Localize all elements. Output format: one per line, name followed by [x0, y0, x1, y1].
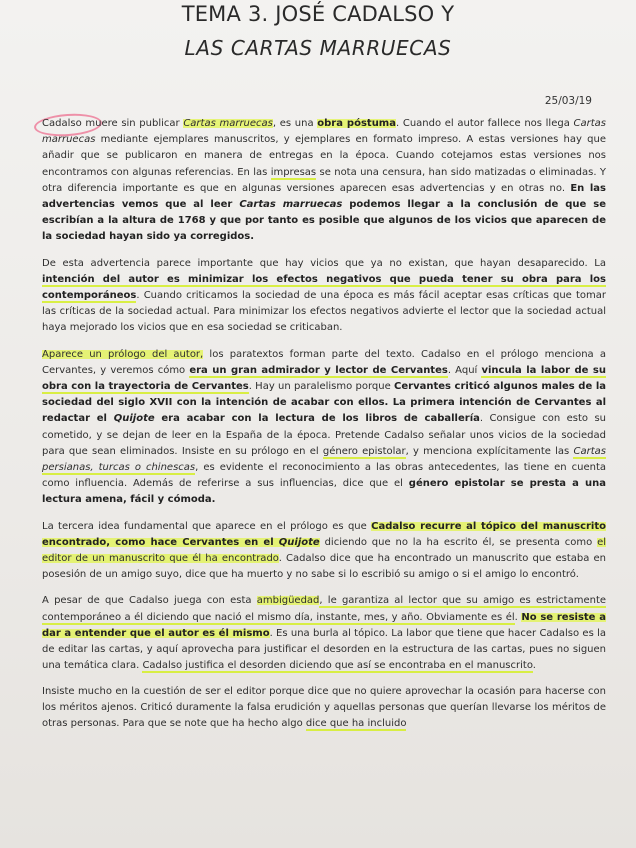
document-body	[42, 116, 606, 742]
document-date: 25/03/19	[544, 95, 592, 107]
title-line-1: TEMA 3. JOSÉ CADALSO Y	[181, 2, 455, 26]
paragraph-2: De esta advertencia parece importante que hay vicios que ya no existan, que hayan desaparecido. La intención del autor es minimizar los efectos negativos que pueda tener su obra para los contemporáneos. Cuando criticamos la sociedad de una época es más fácil aceptar esas críticas que tomar las críticas de la sociedad actual. Para minimizar los efectos negativos advierte el lector que la sociedad actual haya mejorado los vicios que en esa sociedad se criticaban.	[42, 257, 606, 334]
paragraph-3: Aparece un prólogo del autor, los paratextos forman parte del texto. Cadalso en el prólogo menciona a Cervantes, y veremos cómo era un gran admirador y lector de Cervantes. Aquí vincula la labor de su obra con la trayectoria de Cervantes. Hay un paralelismo porque Cervantes criticó algunos males de la sociedad del siglo XVII con la intención de acabar con ellos. La primera intención de Cervantes al redactar el Quijote era acabar con la lectura de los libros de caballería. Consigue con esto su cometido, y se dejan de leer en la España de la época. Pretende Cadalso señalar unos vicios de la sociedad para que sean eliminados. Insiste en su prólogo en el género epistolar, y menciona explícitamente las Cartas persianas, turcas o chinescas, es evidente el reconocimiento a las obras antecedentes, las tiene en cuenta como influencia. Además de referirse a sus influencias, dice que el género epistolar se presta a una lectura amena, fácil y cómoda.	[42, 348, 607, 506]
title-line-2: LAS CARTAS MARRUECAS	[184, 36, 452, 60]
paragraph-5: A pesar de que Cadalso juega con esta ambigüedad, le garantiza al lector que su amigo es estrictamente contemporáneo a él diciendo que nació el mismo día, instante, mes, y año. Obviamente es él. No se resiste a dar a entender que el autor es él mismo. Es una burla al tópico. La labor que tiene que hacer Cadalso es la de editar las cartas, y aquí aprovecha para justificar el desorden en la estructura de las cartas, pues no siguen una temática clara. Cadalso justifica el desorden diciendo que así se encontraba en el manuscrito.	[42, 595, 607, 672]
paragraph-6: Insiste mucho en la cuestión de ser el editor porque dice que no quiere aprovechar la ocasión para hacerse con los méritos ajenos. Criticó duramente la falsa erudición y aquellas personas que querían llevarse los méritos de otras personas. Para que se note que ha hecho algo dice que ha incluido	[42, 685, 606, 729]
paragraph-4: La tercera idea fundamental que aparece en el prólogo es que Cadalso recurre al tópico del manuscrito encontrado, como hace Cervantes en el Quijote diciendo que no la ha escrito él, se presenta como el editor de un manuscrito que él ha encontrado. Cadalso dice que ha encontrado un manuscrito que estaba en posesión de un amigo suyo, dice que ha muerto y no sabe si lo escribió su amigo o si el amigo lo encontró.	[42, 520, 606, 581]
paragraph-1: Cadalso muere sin publicar Cartas marruecas, es una obra póstuma. Cuando el autor fallece nos llega Cartas marruecas mediante ejemplares manuscritos, y ejemplares en formato impreso. A estas versiones hay que añadir que se publicaron en manera de entregas en la época. Cuando cotejamos estas versiones nos encontramos con algunas referencias. En las impresas se nota una censura, han sido matizadas o eliminadas. Y otra diferencia importante es que en algunas versiones aparecen esas advertencias y en otras no. En las advertencias vemos que al leer Cartas marruecas podemos llegar a la conclusión de que se escribían a la altura de 1768 y que por tanto es posible que algunos de los vicios que aparecen de la sociedad hayan sido ya corregidos.	[42, 118, 606, 243]
